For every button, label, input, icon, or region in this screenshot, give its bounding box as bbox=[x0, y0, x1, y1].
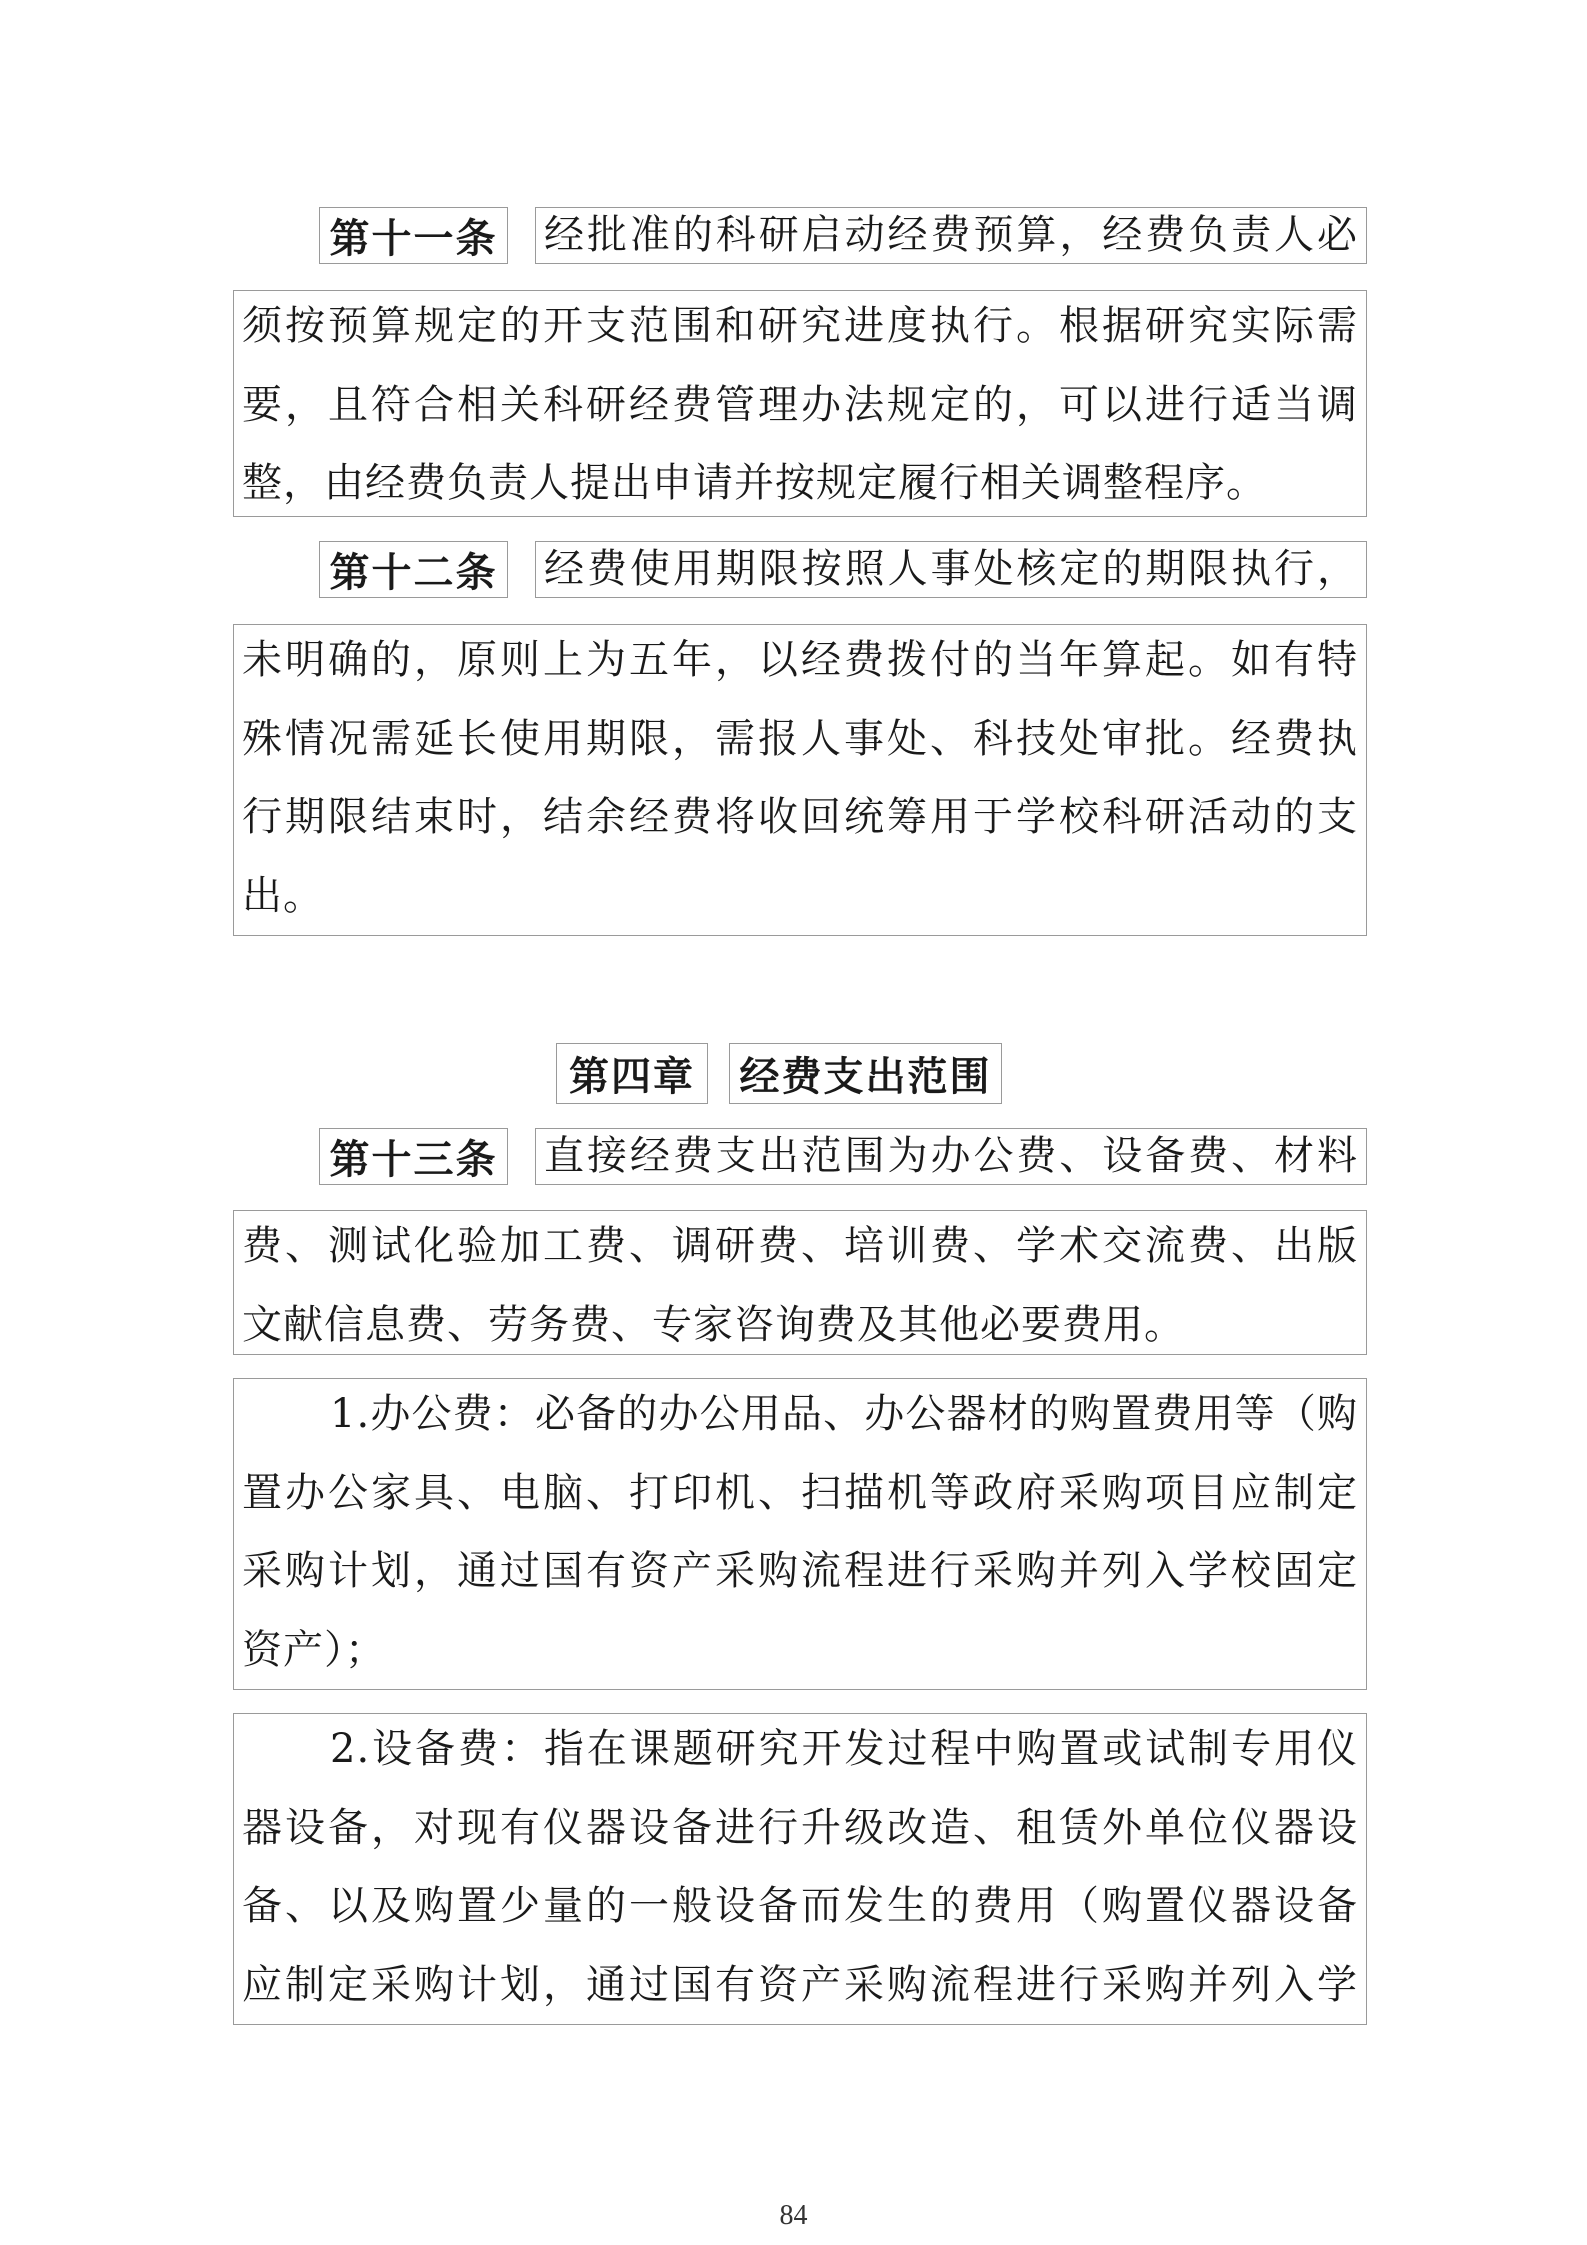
chapter-4-title bbox=[729, 1043, 1002, 1104]
article-13-label-text: 第十三条 bbox=[329, 1137, 498, 1183]
article-11-line-2: 要，且符合相关科研经费管理办法规定的，可以进行适当调 bbox=[242, 382, 1358, 428]
item-2-line-4: 应制定采购计划，通过国有资产采购流程进行采购并列入学 bbox=[242, 1962, 1358, 2008]
article-12-line-1: 未明确的，原则上为五年，以经费拨付的当年算起。如有特 bbox=[242, 637, 1358, 683]
article-13-first-line: 直接经费支出范围为办公费、设备费、材料 bbox=[544, 1133, 1358, 1179]
article-11-line-3: 整，由经费负责人提出申请并按规定履行相关调整程序。 bbox=[242, 460, 1267, 506]
page-number: 84 bbox=[779, 2200, 808, 2231]
article-12-first-line: 经费使用期限按照人事处核定的期限执行， bbox=[544, 546, 1358, 592]
article-11-body bbox=[233, 290, 1367, 517]
item-1-body bbox=[233, 1378, 1367, 1690]
article-11-label-text: 第十一条 bbox=[329, 216, 498, 262]
article-12-line-4: 出。 bbox=[242, 873, 324, 919]
article-11-first-line-box bbox=[535, 207, 1367, 264]
article-11-line-1: 须按预算规定的开支范围和研究进度执行。根据研究实际需 bbox=[242, 303, 1358, 349]
article-12-line-3: 行期限结束时，结余经费将收回统筹用于学校科研活动的支 bbox=[242, 794, 1358, 840]
item-1-line-4: 资产）； bbox=[242, 1627, 386, 1673]
article-11-label bbox=[319, 207, 508, 264]
article-13-first-line-box bbox=[535, 1128, 1367, 1185]
item-1-line-1: 1.办公费：必备的办公用品、办公器材的购置费用等（购 bbox=[330, 1391, 1358, 1437]
item-1-line-2: 置办公家具、电脑、打印机、扫描机等政府采购项目应制定 bbox=[242, 1470, 1358, 1516]
article-12-label-text: 第十二条 bbox=[329, 550, 498, 596]
article-13-body bbox=[233, 1210, 1367, 1355]
article-13-line-1: 费、测试化验加工费、调研费、培训费、学术交流费、出版 bbox=[242, 1223, 1358, 1269]
article-12-label bbox=[319, 541, 508, 598]
item-2-body bbox=[233, 1713, 1367, 2025]
item-2-line-3: 备、以及购置少量的一般设备而发生的费用（购置仪器设备 bbox=[242, 1883, 1358, 1929]
item-1-line-3: 采购计划，通过国有资产采购流程进行采购并列入学校固定 bbox=[242, 1548, 1358, 1594]
item-2-line-1: 2.设备费：指在课题研究开发过程中购置或试制专用仪 bbox=[330, 1726, 1358, 1772]
article-12-line-2: 殊情况需延长使用期限，需报人事处、科技处审批。经费执 bbox=[242, 716, 1358, 762]
article-12-body bbox=[233, 624, 1367, 936]
chapter-4-number bbox=[556, 1043, 708, 1104]
article-11-first-line: 经批准的科研启动经费预算，经费负责人必 bbox=[544, 212, 1358, 258]
chapter-4-title-text: 经费支出范围 bbox=[739, 1054, 992, 1100]
item-2-line-2: 器设备，对现有仪器设备进行升级改造、租赁外单位仪器设 bbox=[242, 1805, 1358, 1851]
article-12-first-line-box bbox=[535, 541, 1367, 598]
chapter-4-number-text: 第四章 bbox=[569, 1054, 695, 1100]
article-13-line-2: 文献信息费、劳务费、专家咨询费及其他必要费用。 bbox=[242, 1302, 1185, 1348]
article-13-label bbox=[319, 1128, 508, 1185]
